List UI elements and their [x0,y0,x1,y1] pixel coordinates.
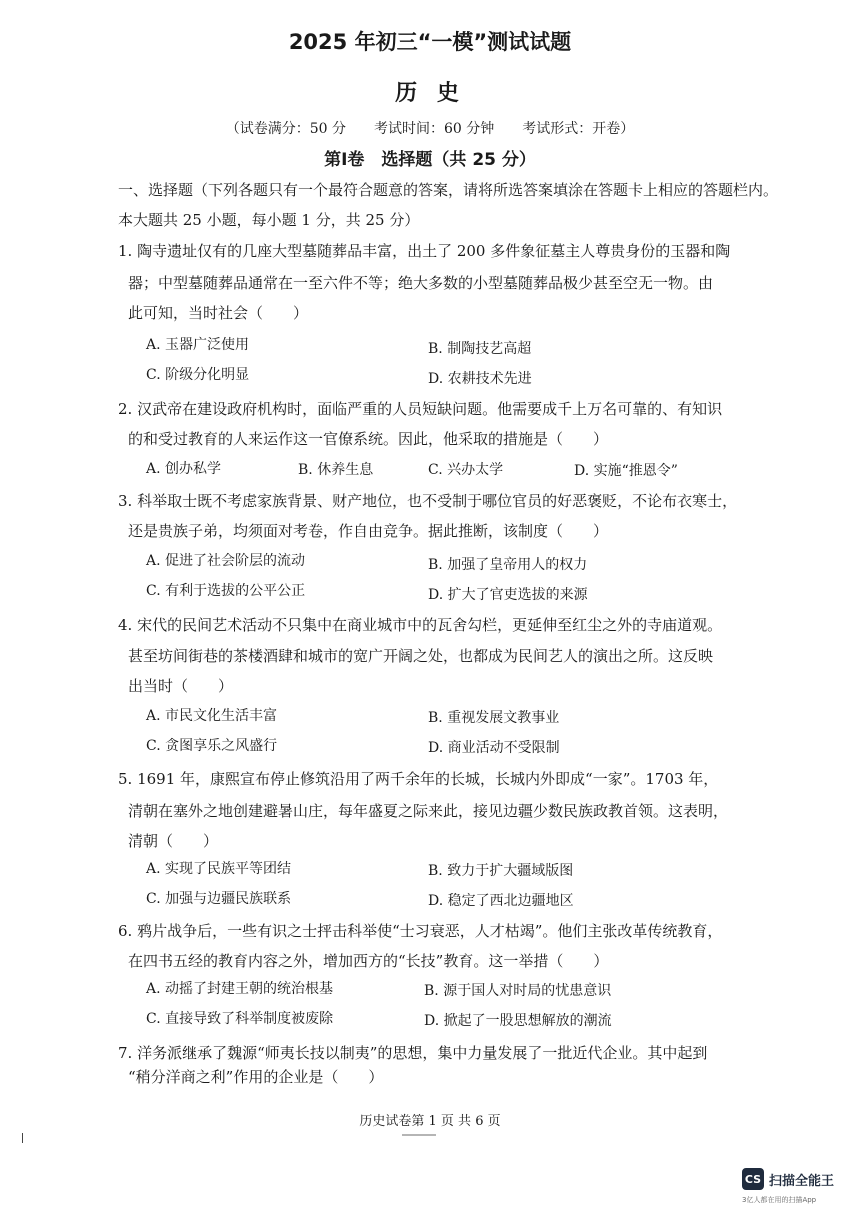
scan-mark [402,1134,436,1136]
answer-option: A. 玉器广泛使用 [146,337,250,353]
scanner-tagline: 3亿人都在用的扫描App [742,1196,817,1204]
answer-option: D. 实施“推恩令” [574,463,678,479]
answer-option: B. 加强了皇帝用人的权力 [428,557,588,573]
question-line: 2. 汉武帝在建设政府机构时，面临严重的人员短缺问题。他需要成千上万名可靠的、有知识 [118,400,723,418]
question-line: 甚至坊间街巷的茶楼酒肆和城市的宽广开阔之处，也都成为民间艺人的演出之所。这反映 [128,647,714,665]
cs-logo-icon: CS [742,1168,764,1190]
answer-option: A. 促进了社会阶层的流动 [146,553,306,569]
question-line: “稍分洋商之利”作用的企业是（ ） [128,1068,384,1086]
question-line: 4. 宋代的民间艺术活动不只集中在商业城市中的瓦舍勾栏，更延伸至红尘之外的寺庙道观。 [118,616,723,634]
scan-edge-mark [22,1133,23,1143]
question-line: 6. 鸦片战争后，一些有识之士抨击科举使“士习衰恶，人才枯竭”。他们主张改革传统教育， [118,922,723,940]
answer-option: D. 扩大了官吏选拔的来源 [428,587,588,603]
question-line: 还是贵族子弟，均须面对考卷，作自由竞争。据此推断，该制度（ ） [128,522,609,540]
answer-option: A. 创办私学 [146,461,222,477]
answer-option: C. 贪图享乐之风盛行 [146,738,278,754]
question-line: 出当时（ ） [128,677,234,695]
question-line: 在四书五经的教育内容之外，增加西方的“长技”教育。这一举措（ ） [128,952,609,970]
subject-heading: 历 史 [395,80,465,106]
exam-info: （试卷满分：50 分 考试时间：60 分钟 考试形式：开卷） [225,121,635,137]
answer-option: B. 制陶技艺高超 [428,341,532,357]
answer-option: A. 实现了民族平等团结 [146,861,292,877]
question-line: 7. 洋务派继承了魏源“师夷长技以制夷”的思想，集中力量发展了一批近代企业。其中起到 [118,1044,708,1062]
question-line: 3. 科举取士既不考虑家族背景、财产地位，也不受制于哪位官员的好恶褒贬，不论布衣寒士， [118,492,738,510]
page-footer: 历史试卷第 1 页 共 6 页 [359,1114,501,1129]
question-line: 1. 陶寺遗址仅有的几座大型墓随葬品丰富，出土了 200 多件象征墓主人尊贵身份的玉器和陶 [118,242,731,260]
answer-option: B. 休养生息 [298,462,374,478]
answer-option: D. 农耕技术先进 [428,371,532,387]
question-line: 5. 1691 年，康熙宣布停止修筑沿用了两千余年的长城，长城内外即成“一家”。1703 年， [118,770,719,788]
answer-option: D. 掀起了一股思想解放的潮流 [424,1013,612,1029]
question-line: 此可知，当时社会（ ） [128,304,309,322]
question-line: 的和受过教育的人来运作这一官僚系统。因此，他采取的措施是（ ） [128,430,609,448]
answer-option: B. 源于国人对时局的忧患意识 [424,983,612,999]
answer-option: A. 动摇了封建王朝的统治根基 [146,981,334,997]
answer-option: C. 阶级分化明显 [146,367,250,383]
question-line: 清朝（ ） [128,832,219,850]
section-title: 第Ⅰ卷 选择题（共 25 分） [324,150,536,170]
answer-option: C. 加强与边疆民族联系 [146,891,292,907]
scanner-brand: 扫描全能王 [769,1173,835,1189]
exam-title: 2025 年初三“一模”测试试题 [288,30,572,54]
answer-option: C. 兴办太学 [428,462,504,478]
answer-option: D. 稳定了西北边疆地区 [428,893,574,909]
answer-option: B. 致力于扩大疆域版图 [428,863,574,879]
answer-option: C. 直接导致了科举制度被废除 [146,1011,334,1027]
answer-option: B. 重视发展文教事业 [428,710,560,726]
question-line: 器；中型墓随葬品通常在一至六件不等；绝大多数的小型墓随葬品极少甚至空无一物。由 [128,274,714,292]
answer-option: D. 商业活动不受限制 [428,740,560,756]
answer-option: C. 有利于选拔的公平公正 [146,583,306,599]
answer-option: A. 市民文化生活丰富 [146,708,278,724]
scanner-watermark [742,1168,834,1190]
section-instructions: 一、选择题（下列各题只有一个最符合题意的答案，请将所选答案填涂在答题卡上相应的答题栏内。本大题共 25 小题，每小题 1 分，共 25 分） [118,181,779,229]
question-line: 清朝在塞外之地创建避暑山庄，每年盛夏之际来此，接见边疆少数民族政教首领。这表明， [128,802,729,820]
